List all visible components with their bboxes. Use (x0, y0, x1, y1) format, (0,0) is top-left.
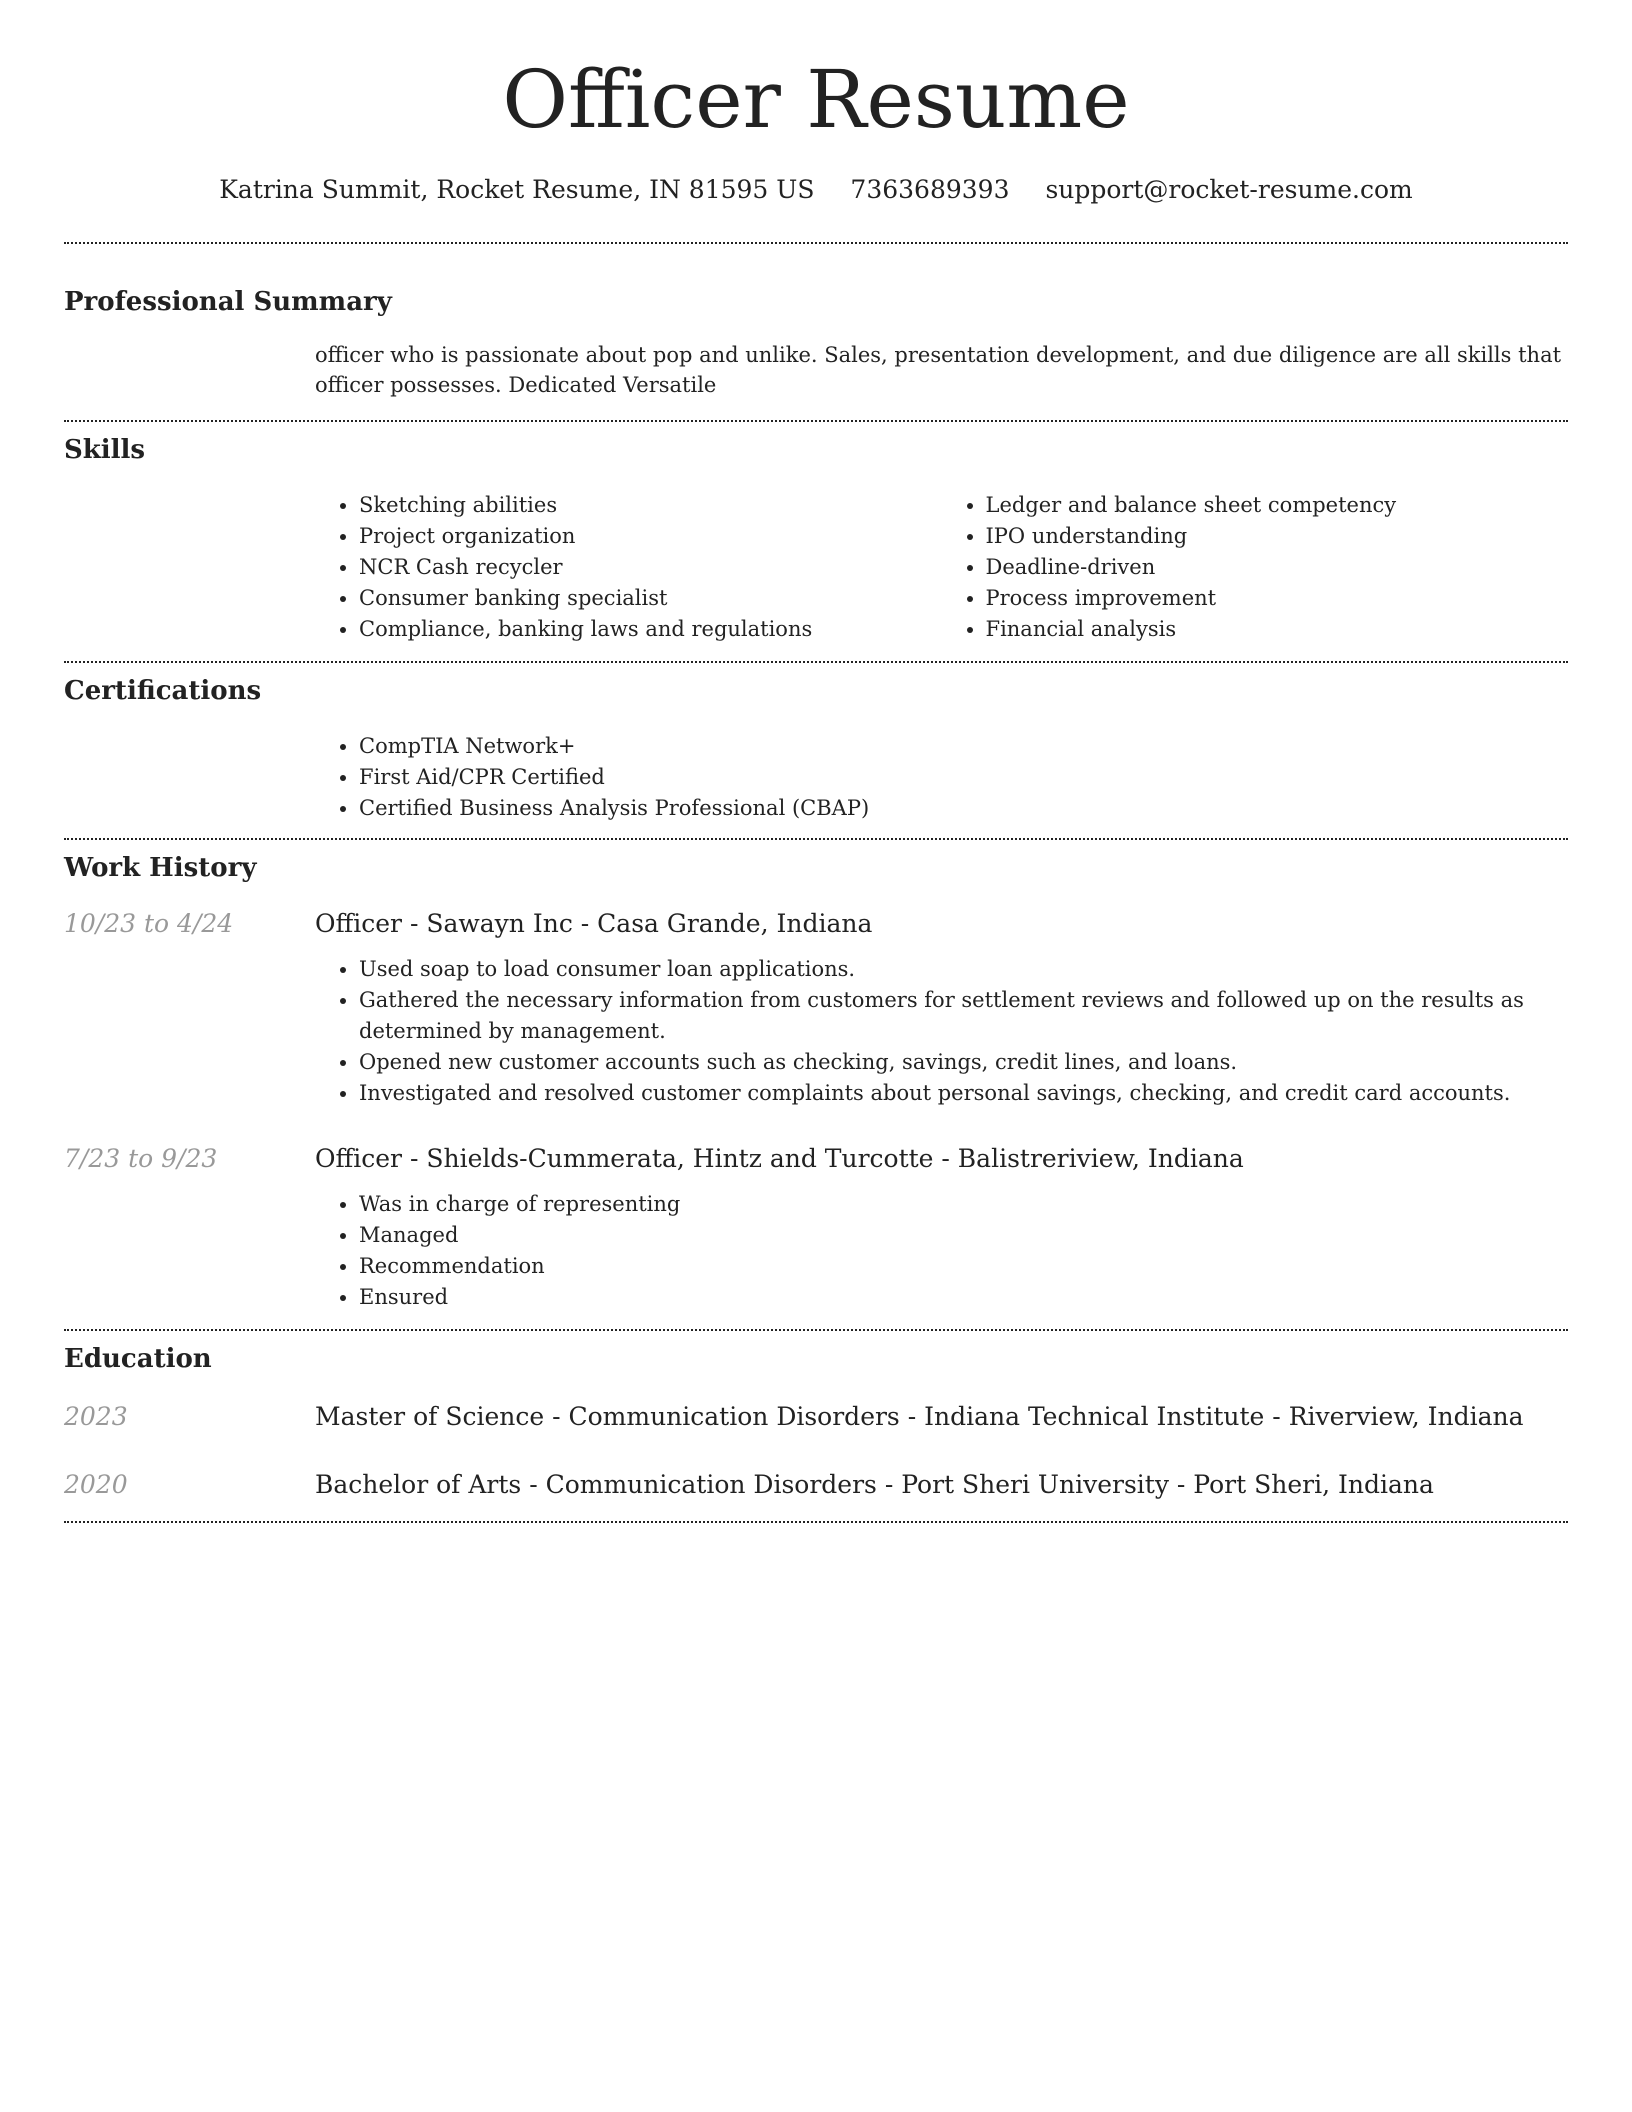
job-bullet: • Used soap to load consumer loan applications. (359, 954, 1568, 985)
skill-item: • Deadline-driven (986, 552, 1569, 583)
skill-item: • Ledger and balance sheet competency (986, 490, 1569, 521)
education-heading: Education (64, 1344, 212, 1374)
skill-item: • Process improvement (986, 583, 1569, 614)
certifications-heading: Certifications (64, 676, 262, 706)
contact-email: support@rocket-resume.com (1045, 175, 1413, 204)
education-entry (64, 1467, 1568, 1503)
job-bullet: • Managed (359, 1220, 1568, 1251)
contact-address: Katrina Summit, Rocket Resume, IN 81595 US (219, 175, 815, 204)
certification-item: • CompTIA Network+ (359, 731, 1568, 762)
summary-text: officer who is passionate about pop and unlike. Sales, presentation development, and due diligence are all skills that officer possesses. Dedicated Versatile (315, 343, 1562, 397)
job-bullet: • Opened new customer accounts such as checking, savings, credit lines, and loans. (359, 1047, 1568, 1078)
skills-content (315, 490, 1568, 645)
education-year: 2023 (64, 1402, 128, 1431)
job-bullet: • Gathered the necessary information from customers for settlement reviews and followed up on the results as determined by management. (359, 985, 1568, 1047)
job-bullets (315, 954, 1568, 1109)
education-year: 2020 (64, 1470, 128, 1499)
job-bullet: • Was in charge of representing (359, 1189, 1568, 1220)
skills-heading: Skills (64, 435, 146, 465)
education-title: Master of Science - Communication Disorders - Indiana Technical Institute - Riverview, Indiana (315, 1402, 1524, 1431)
job-dates: 7/23 to 9/23 (64, 1144, 218, 1173)
skill-item: • Compliance, banking laws and regulations (359, 614, 942, 645)
job-dates: 10/23 to 4/24 (64, 909, 234, 938)
skills-section (64, 422, 1568, 661)
job-entry (64, 906, 1568, 1109)
education-entry (64, 1399, 1568, 1435)
contact-line (64, 172, 1568, 208)
job-bullet: • Investigated and resolved customer complaints about personal savings, checking, and credit card accounts. (359, 1078, 1568, 1109)
work-section (64, 840, 1568, 1329)
summary-section (64, 244, 1568, 420)
divider (64, 1521, 1568, 1523)
job-bullet: • Ensured (359, 1282, 1568, 1313)
job-bullet-list (315, 1189, 1568, 1313)
skills-list-left (315, 490, 942, 645)
certification-item: • Certified Business Analysis Professional (CBAP) (359, 793, 1568, 824)
certifications-section (64, 663, 1568, 838)
job-entry (64, 1141, 1568, 1313)
job-bullet: • Recommendation (359, 1251, 1568, 1282)
summary-heading: Professional Summary (64, 287, 392, 317)
job-bullets (315, 1189, 1568, 1313)
job-title: Officer - Sawayn Inc - Casa Grande, Indiana (315, 909, 873, 938)
skills-list-right (942, 490, 1569, 645)
resume-page (64, 0, 1568, 1523)
resume-title: Officer Resume (502, 53, 1130, 146)
summary-content (315, 340, 1568, 400)
certifications-content (315, 731, 1568, 824)
education-title: Bachelor of Arts - Communication Disorders - Port Sheri University - Port Sheri, Indiana (315, 1470, 1434, 1499)
skill-item: • NCR Cash recycler (359, 552, 942, 583)
job-title: Officer - Shields-Cummerata, Hintz and Turcotte - Balistreriview, Indiana (315, 1144, 1244, 1173)
skill-item: • Project organization (359, 521, 942, 552)
skill-item: • Sketching abilities (359, 490, 942, 521)
contact-phone: 7363689393 (850, 175, 1010, 204)
certifications-list (315, 731, 1568, 824)
skill-item: • Consumer banking specialist (359, 583, 942, 614)
skill-item: • IPO understanding (986, 521, 1569, 552)
certification-item: • First Aid/CPR Certified (359, 762, 1568, 793)
job-bullet-list (315, 954, 1568, 1109)
skill-item: • Financial analysis (986, 614, 1569, 645)
work-heading: Work History (64, 853, 257, 883)
education-section (64, 1331, 1568, 1521)
